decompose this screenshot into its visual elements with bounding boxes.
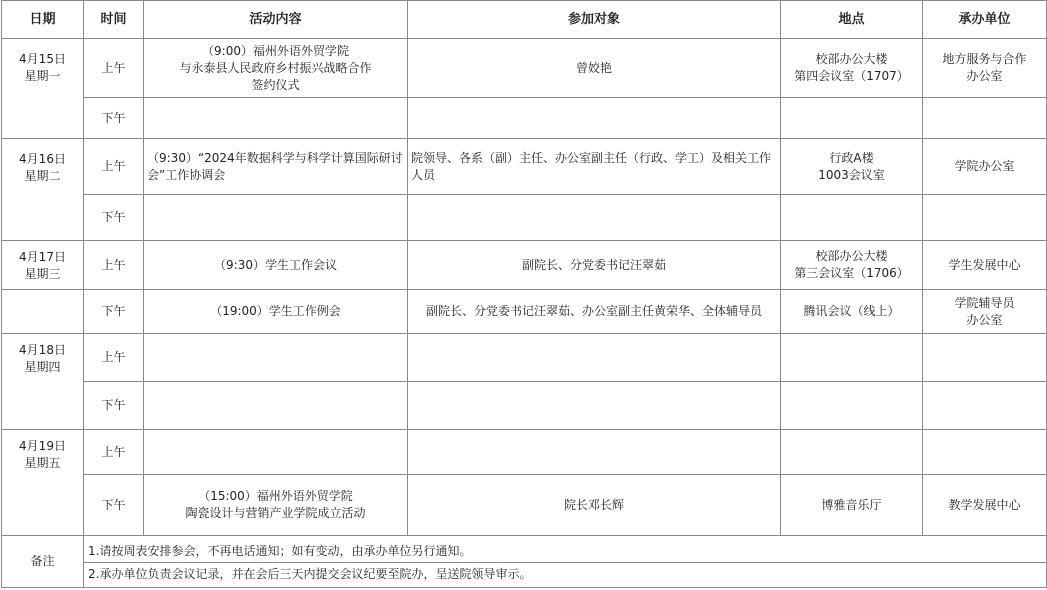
participants-cell: 副院长、分党委书记汪翠茹、办公室副主任黄荣华、全体辅导员 — [408, 290, 781, 334]
table-row — [2, 290, 1047, 334]
time-cell: 下午 — [84, 195, 144, 241]
table-row — [2, 430, 1047, 475]
date-cell: 4月17日 星期三 — [2, 241, 84, 290]
time-cell: 下午 — [84, 98, 144, 139]
table-row — [2, 98, 1047, 139]
organizer-cell — [923, 382, 1047, 430]
activity-cell: （19:00）学生工作例会 — [144, 290, 408, 334]
time-cell: 下午 — [84, 382, 144, 430]
activity-cell: （9:30）学生工作会议 — [144, 241, 408, 290]
note-line-1: 1.请按周表安排参会，不再电话通知；如有变动，由承办单位另行通知。 — [88, 544, 472, 558]
activity-cell: （9:30）“2024年数据科学与科学计算国际研讨会”工作协调会 — [144, 139, 408, 195]
table-row — [2, 139, 1047, 195]
organizer-cell: 学院辅导员 办公室 — [923, 290, 1047, 334]
participants-cell: 院领导、各系（副）主任、办公室副主任（行政、学工）及相关工作人员 — [408, 139, 781, 195]
participants-cell: 曾姣艳 — [408, 39, 781, 98]
location-cell: 博雅音乐厅 — [781, 475, 923, 536]
organizer-cell — [923, 430, 1047, 475]
organizer-cell — [923, 334, 1047, 382]
participants-cell — [408, 430, 781, 475]
header-location: 地点 — [781, 1, 923, 39]
schedule-table — [1, 0, 1047, 588]
table-row — [2, 382, 1047, 430]
participants-cell — [408, 334, 781, 382]
table-row — [2, 475, 1047, 536]
notes-cell — [84, 536, 1047, 588]
header-date: 日期 — [2, 1, 84, 39]
activity-cell: （15:00）福州外语外贸学院 陶瓷设计与营销产业学院成立活动 — [144, 475, 408, 536]
location-cell: 校部办公大楼 第三会议室（1706） — [781, 241, 923, 290]
header-time: 时间 — [84, 1, 144, 39]
header-row — [2, 1, 1047, 39]
location-cell: 腾讯会议（线上） — [781, 290, 923, 334]
location-cell — [781, 382, 923, 430]
time-cell: 下午 — [84, 290, 144, 334]
table-row — [2, 241, 1047, 290]
location-cell — [781, 98, 923, 139]
location-cell — [781, 195, 923, 241]
activity-cell — [144, 430, 408, 475]
date-cell: 4月16日 星期二 — [2, 139, 84, 241]
participants-cell: 院长邓长辉 — [408, 475, 781, 536]
header-participants: 参加对象 — [408, 1, 781, 39]
participants-cell — [408, 382, 781, 430]
date-cell-empty — [2, 290, 84, 334]
notes-row — [2, 536, 1047, 588]
activity-cell — [144, 195, 408, 241]
organizer-cell — [923, 98, 1047, 139]
header-organizer: 承办单位 — [923, 1, 1047, 39]
participants-cell — [408, 98, 781, 139]
organizer-cell: 教学发展中心 — [923, 475, 1047, 536]
location-cell: 行政A楼 1003会议室 — [781, 139, 923, 195]
time-cell: 上午 — [84, 334, 144, 382]
table-row — [2, 39, 1047, 98]
location-cell — [781, 334, 923, 382]
date-cell: 4月18日 星期四 — [2, 334, 84, 430]
activity-cell — [144, 98, 408, 139]
date-cell: 4月15日 星期一 — [2, 39, 84, 139]
table-row — [2, 334, 1047, 382]
organizer-cell: 地方服务与合作 办公室 — [923, 39, 1047, 98]
header-activity: 活动内容 — [144, 1, 408, 39]
time-cell: 上午 — [84, 39, 144, 98]
activity-cell: （9:00）福州外语外贸学院 与永泰县人民政府乡村振兴战略合作 签约仪式 — [144, 39, 408, 98]
time-cell: 上午 — [84, 430, 144, 475]
organizer-cell: 学生发展中心 — [923, 241, 1047, 290]
date-cell: 4月19日 星期五 — [2, 430, 84, 536]
organizer-cell — [923, 195, 1047, 241]
notes-label: 备注 — [2, 536, 84, 588]
participants-cell: 副院长、分党委书记汪翠茹 — [408, 241, 781, 290]
organizer-cell: 学院办公室 — [923, 139, 1047, 195]
activity-cell — [144, 334, 408, 382]
time-cell: 上午 — [84, 139, 144, 195]
location-cell — [781, 430, 923, 475]
time-cell: 上午 — [84, 241, 144, 290]
time-cell: 下午 — [84, 475, 144, 536]
note-line-2: 2.承办单位负责会议记录，并在会后三天内提交会议纪要至院办，呈送院领导审示。 — [84, 562, 1046, 585]
participants-cell — [408, 195, 781, 241]
activity-cell — [144, 382, 408, 430]
location-cell: 校部办公大楼 第四会议室（1707） — [781, 39, 923, 98]
table-row — [2, 195, 1047, 241]
